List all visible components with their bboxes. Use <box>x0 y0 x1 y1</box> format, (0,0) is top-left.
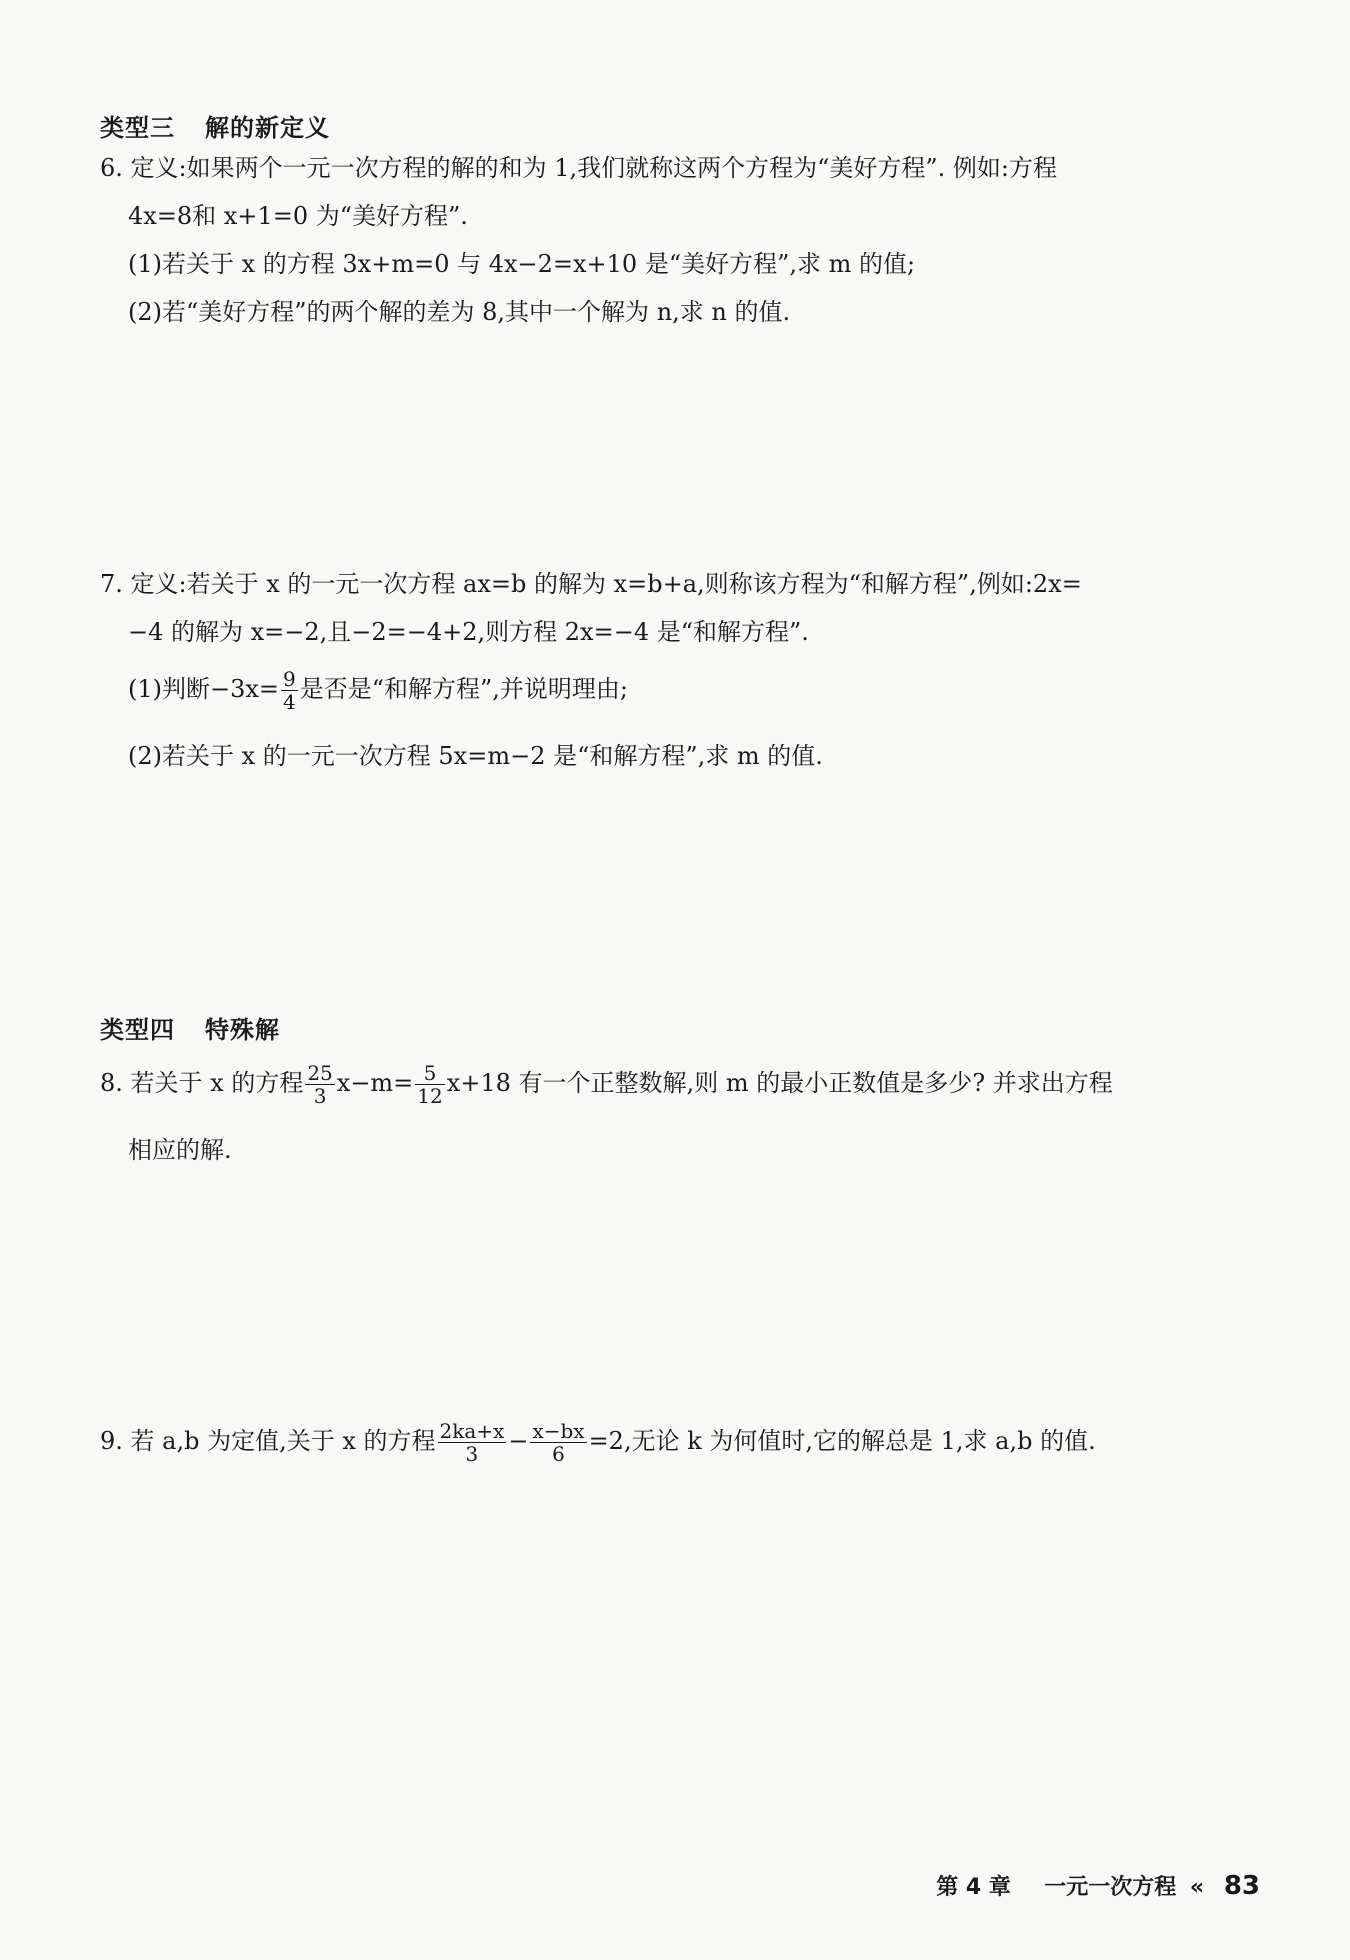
section-heading-type3 <box>100 108 330 143</box>
chapter-label: 第 4 章 <box>936 1875 1011 1900</box>
double-chevron-left-icon: « <box>1189 1875 1205 1900</box>
section-label: 类型四 <box>100 1016 175 1044</box>
section-heading-type4 <box>100 1010 280 1045</box>
chapter-title: 一元一次方程 <box>1044 1875 1177 1900</box>
section-title: 解的新定义 <box>205 114 330 142</box>
question-8-line-2: 相应的解. <box>128 1136 232 1164</box>
fraction-numerator: 2ka+x <box>439 1419 505 1443</box>
section-title: 特殊解 <box>205 1016 280 1044</box>
question-6-part-1: (1)若关于 x 的方程 3x+m=0 与 4x−2=x+10 是“美好方程”,求 m 的值; <box>128 250 916 278</box>
fraction-x-minus-bx-over-6 <box>530 1420 586 1465</box>
fraction-nine-quarters <box>281 668 298 713</box>
q9-text-pre: 9. 若 a,b 为定值,关于 x 的方程 <box>100 1427 436 1455</box>
q9-minus: − <box>508 1427 529 1455</box>
fraction-denominator: 4 <box>283 690 296 714</box>
fraction-25-thirds <box>305 1062 334 1107</box>
q9-text-post: =2,无论 k 为何值时,它的解总是 1,求 a,b 的值. <box>588 1427 1096 1455</box>
fraction-numerator: 9 <box>283 667 296 691</box>
fraction-denominator: 3 <box>313 1084 327 1108</box>
fraction-2ka-plus-x-over-3 <box>438 1420 507 1465</box>
page-footer <box>936 1870 1260 1901</box>
fraction-denominator: 6 <box>552 1442 565 1466</box>
fraction-denominator: 3 <box>465 1442 479 1466</box>
section-label: 类型三 <box>100 114 175 142</box>
question-9-line-1 <box>100 1420 1096 1465</box>
q8-text-pre: 8. 若关于 x 的方程 <box>100 1069 304 1097</box>
question-6-line-2: 4x=8和 x+1=0 为“美好方程”. <box>128 202 468 230</box>
fraction-numerator: 5 <box>415 1062 444 1085</box>
question-7-line-1: 7. 定义:若关于 x 的一元一次方程 ax=b 的解为 x=b+a,则称该方程为“和解方程”,例如:2x= <box>100 570 1082 598</box>
question-6-line-1: 6. 定义:如果两个一元一次方程的解的和为 1,我们就称这两个方程为“美好方程”. 例如:方程 <box>100 154 1058 182</box>
fraction-denominator: 12 <box>417 1084 443 1108</box>
q7-part1-text-pre: (1)判断−3x= <box>128 675 280 703</box>
page-number: 83 <box>1223 1871 1260 1901</box>
question-6-part-2: (2)若“美好方程”的两个解的差为 8,其中一个解为 n,求 n 的值. <box>128 298 791 326</box>
q8-text-post: x+18 有一个正整数解,则 m 的最小正数值是多少? 并求出方程 <box>446 1069 1113 1097</box>
fraction-numerator: x−bx <box>532 1419 585 1443</box>
fraction-numerator: 25 <box>307 1061 333 1085</box>
question-7-line-2: −4 的解为 x=−2,且−2=−4+2,则方程 2x=−4 是“和解方程”. <box>128 618 809 646</box>
fraction-5-twelfths <box>415 1062 444 1107</box>
question-7-part-1 <box>128 668 628 713</box>
q8-text-mid: x−m= <box>336 1069 414 1097</box>
question-8-line-1 <box>100 1062 1113 1107</box>
q7-part1-text-post: 是否是“和解方程”,并说明理由; <box>299 675 629 703</box>
question-7-part-2: (2)若关于 x 的一元一次方程 5x=m−2 是“和解方程”,求 m 的值. <box>128 742 823 770</box>
